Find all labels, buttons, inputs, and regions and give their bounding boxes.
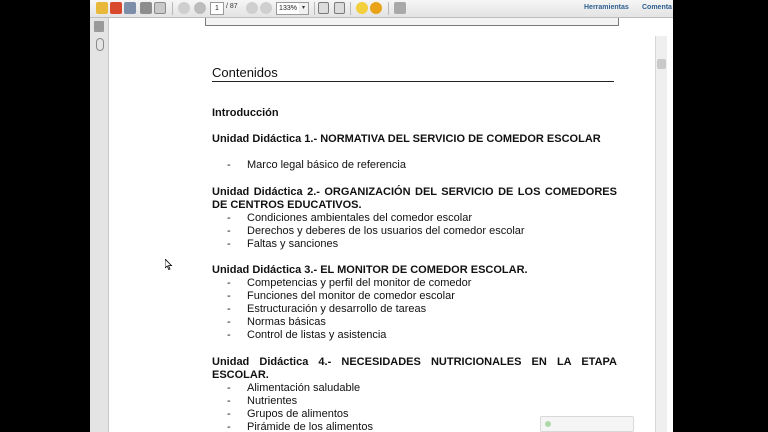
unit-4-title: Unidad Didáctica 4.- NECESIDADES NUTRICIONALES EN LA ETAPA ESCOLAR. (212, 356, 617, 381)
expand-icon[interactable] (394, 2, 406, 14)
status-dot-icon (545, 421, 551, 427)
list-item: - Competencias y perfil del monitor de comedor (227, 277, 471, 290)
unit-1-title: Unidad Didáctica 1.- NORMATIVA DEL SERVICIO DE COMEDOR ESCOLAR (212, 133, 601, 145)
list-item: - Nutrientes (227, 395, 373, 408)
vertical-scrollbar[interactable] (655, 36, 667, 432)
navigation-panel (90, 18, 109, 432)
list-item: - Faltas y sanciones (227, 238, 525, 251)
unit-2-title: Unidad Didáctica 2.- ORGANIZACIÓN DEL SERVICIO DE LOS COMEDORES DE CENTROS EDUCATIVOS. (212, 186, 617, 211)
list-item: - Funciones del monitor de comedor escolar (227, 290, 471, 303)
unit-3-title: Unidad Didáctica 3.- EL MONITOR DE COMEDOR ESCOLAR. (212, 264, 528, 276)
previous-page-icon[interactable] (178, 2, 190, 14)
fit-page-icon[interactable] (318, 2, 329, 14)
comment-icon[interactable] (356, 2, 368, 14)
toolbar (90, 0, 673, 18)
unit-3-list (227, 277, 471, 342)
list-item: - Alimentación saludable (227, 382, 373, 395)
list-item: - Control de listas y asistencia (227, 329, 471, 342)
list-item: - Pirámide de los alimentos (227, 421, 373, 432)
notification-toast[interactable] (540, 416, 634, 432)
page-total-label: / 87 (226, 3, 238, 10)
zoom-in-icon[interactable] (260, 2, 272, 14)
page-title: Contenidos (212, 65, 614, 82)
print-icon[interactable] (140, 2, 152, 14)
save-icon[interactable] (124, 2, 136, 14)
toolbar-separator (314, 2, 315, 15)
comentar-link[interactable]: Comenta (642, 4, 672, 11)
fit-width-icon[interactable] (334, 2, 345, 14)
document-view[interactable] (109, 18, 673, 432)
highlight-icon[interactable] (370, 2, 382, 14)
attachment-paperclip-icon[interactable] (96, 38, 104, 51)
previous-page-bottom-edge (205, 18, 619, 26)
scrollbar-thumb[interactable] (657, 59, 666, 69)
email-icon[interactable] (154, 2, 166, 14)
herramientas-link[interactable]: Herramientas (584, 4, 629, 11)
pdf-viewer-window (90, 0, 673, 432)
list-item: - Grupos de alimentos (227, 408, 373, 421)
unit-1-list (227, 159, 406, 172)
toolbar-separator (172, 2, 173, 15)
list-item: - Estructuración y desarrollo de tareas (227, 303, 471, 316)
toolbar-separator (388, 2, 389, 15)
page-number-input[interactable]: 1 (210, 2, 224, 15)
open-folder-icon[interactable] (96, 2, 108, 14)
list-item: - Marco legal básico de referencia (227, 159, 406, 172)
mouse-cursor-icon (165, 259, 173, 270)
pages-thumbnail-icon[interactable] (94, 21, 104, 32)
introduccion-heading: Introducción (212, 107, 279, 119)
list-item: - Normas básicas (227, 316, 471, 329)
zoom-level-field[interactable]: 133% (276, 2, 300, 15)
unit-4-list (227, 382, 373, 432)
zoom-dropdown-arrow[interactable]: ▾ (299, 2, 309, 15)
create-pdf-icon[interactable] (110, 2, 122, 14)
toolbar-separator (350, 2, 351, 15)
list-item: - Condiciones ambientales del comedor escolar (227, 212, 525, 225)
list-item: - Derechos y deberes de los usuarios del comedor escolar (227, 225, 525, 238)
unit-2-list (227, 212, 525, 251)
zoom-out-icon[interactable] (246, 2, 258, 14)
next-page-icon[interactable] (194, 2, 206, 14)
